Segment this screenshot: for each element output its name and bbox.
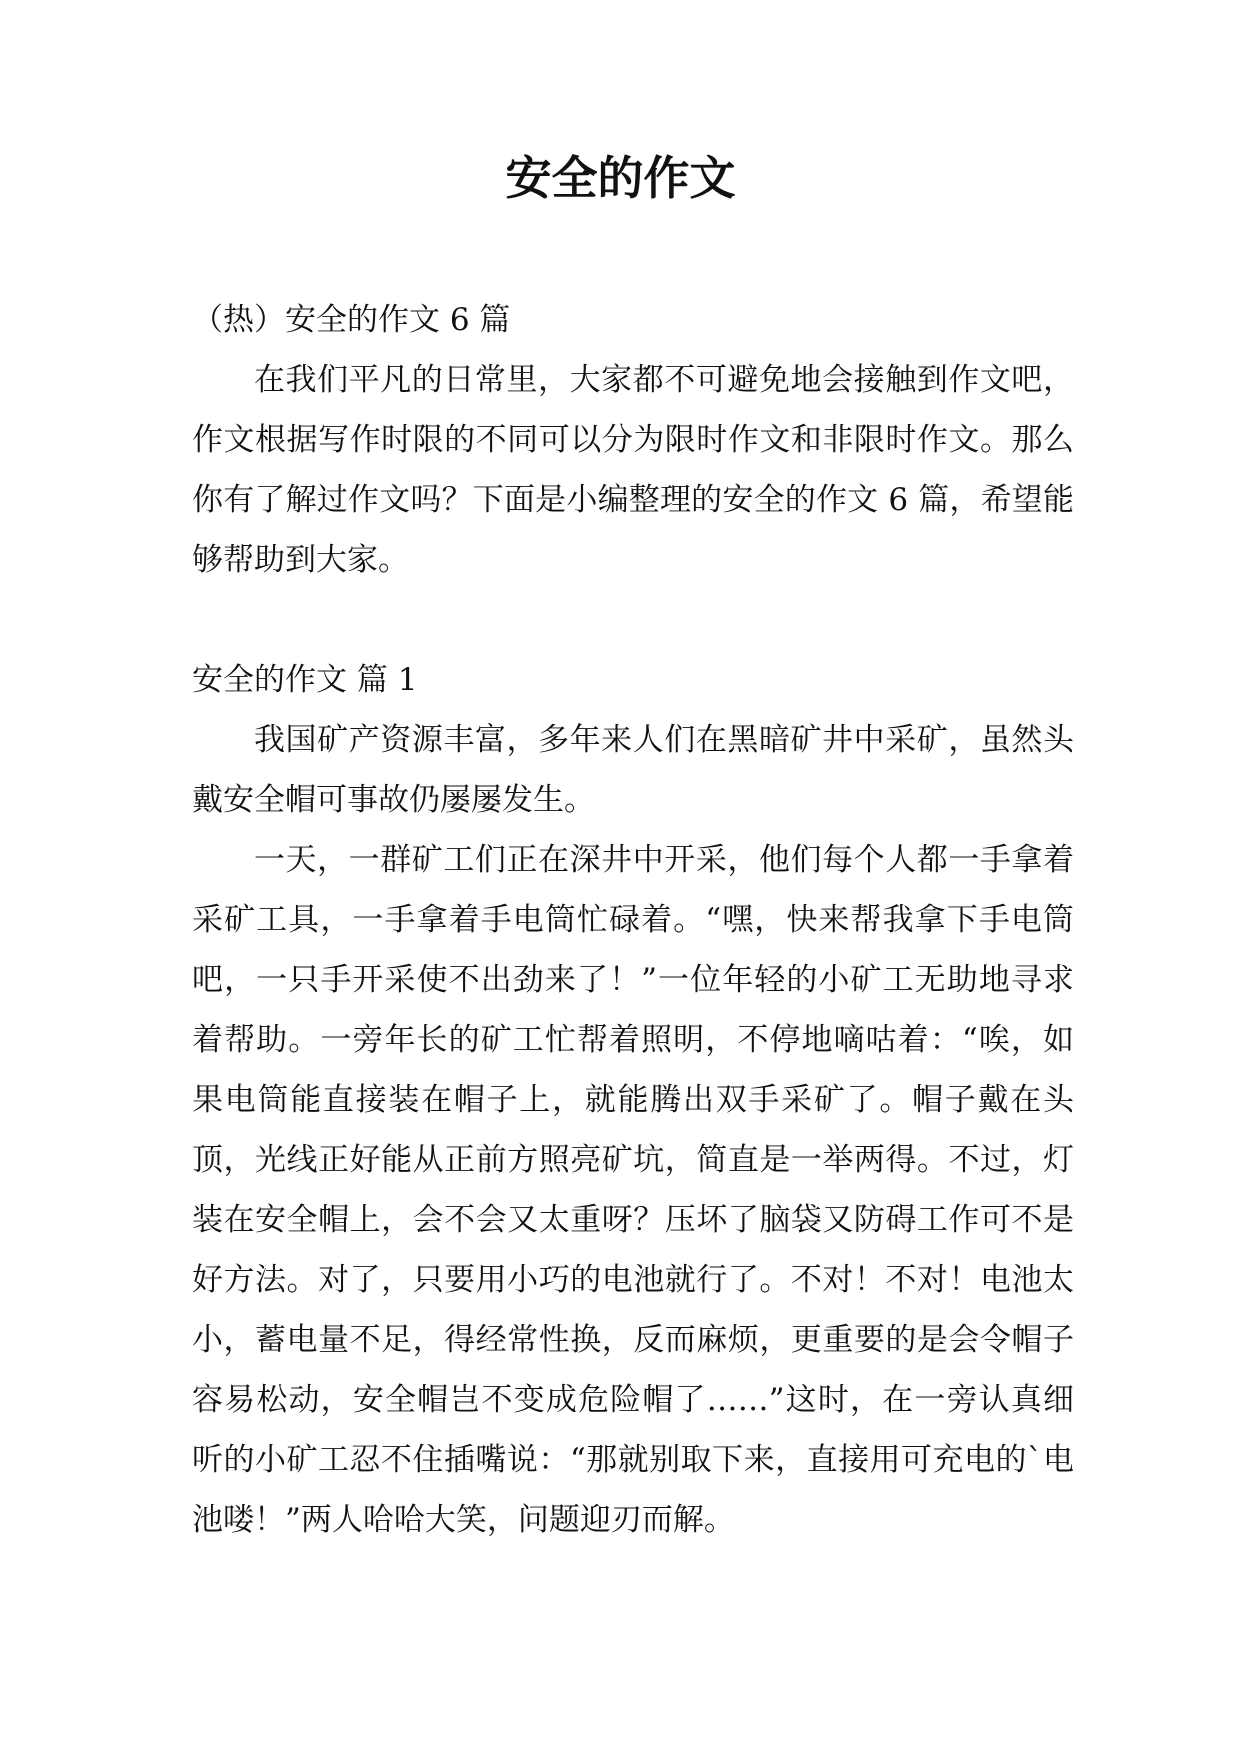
intro-paragraph: 在我们平凡的日常里，大家都不可避免地会接触到作文吧，作文根据写作时限的不同可以分为限时作文和非限时作文。那么你有了解过作文吗？下面是小编整理的安全的作文 6 篇，希望能够帮助到大家。 <box>192 362 1074 578</box>
document-title: 安全的作文 <box>505 151 736 205</box>
section-heading: 安全的作文 篇 1 <box>192 662 418 698</box>
body-paragraph: 一天，一群矿工们正在深井中开采，他们每个人都一手拿着采矿工具，一手拿着手电筒忙碌着。“嘿，快来帮我拿下手电筒吧，一只手开采使不出劲来了！”一位年轻的小矿工无助地寻求着帮助。一旁年长的矿工忙帮着照明，不停地嘀咕着：“唉，如果电筒能直接装在帽子上，就能腾出双手采矿了。帽子戴在头顶，光线正好能从正前方照亮矿坑，简直是一举两得。不过，灯装在安全帽上，会不会又太重呀？压坏了脑袋又防碍工作可不是好方法。对了，只要用小巧的电池就行了。不对！不对！电池太小，蓄电量不足，得经常性换，反而麻烦，更重要的是会令帽子容易松动，安全帽岂不变成危险帽了……”这时，在一旁认真细听的小矿工忍不住插嘴说：“那就别取下来，直接用可充电的`电池喽！”两人哈哈大笑，问题迎刃而解。 <box>192 842 1074 1538</box>
body-paragraph: 我国矿产资源丰富，多年来人们在黑暗矿井中采矿，虽然头戴安全帽可事故仍屡屡发生。 <box>192 722 1074 818</box>
document-body <box>192 290 1074 1550</box>
document-subtitle: （热）安全的作文 6 篇 <box>192 302 511 338</box>
